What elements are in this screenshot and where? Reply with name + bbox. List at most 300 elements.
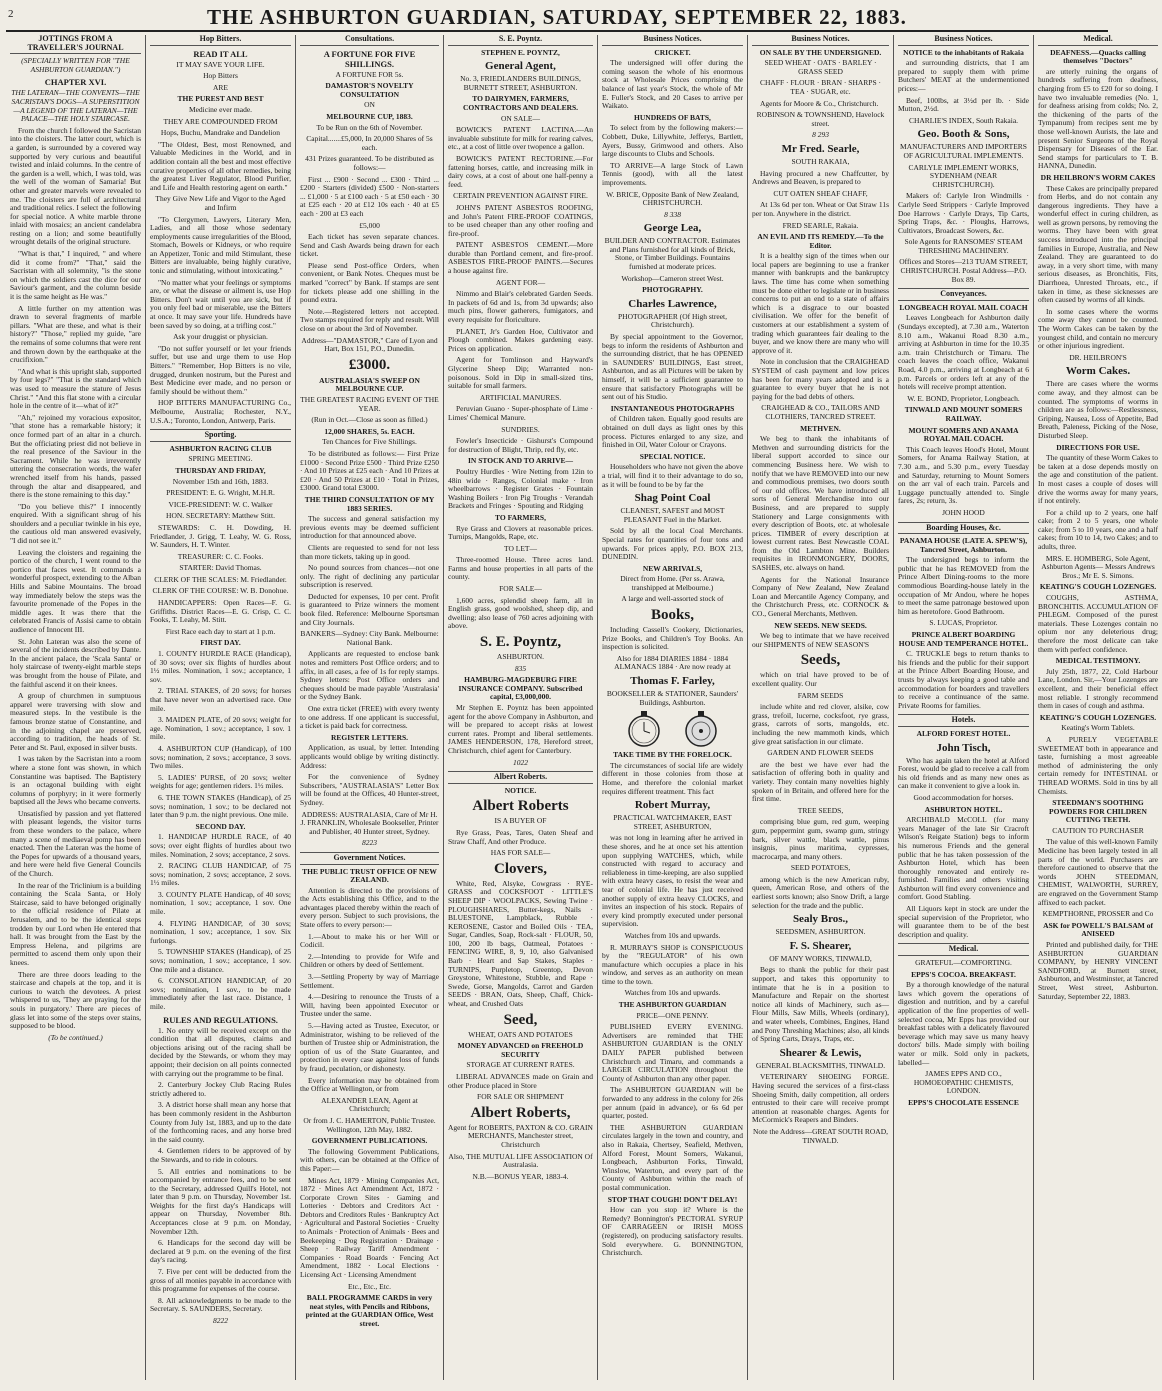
paragraph: Including Cassell's Cookery, Dictionaries, Prize Books, and Children's Toy Books. An inspection is solicited. [602, 625, 743, 652]
column-heading: Business Notices. [602, 35, 743, 46]
bold-heading: SPECIAL NOTICE. [639, 451, 706, 461]
column-1 [6, 35, 146, 1380]
bold-heading: ON SALE BY THE UNDERSIGNED. [759, 47, 882, 57]
column-7 [894, 35, 1034, 1380]
centered-line: BANKERS—Sydney: City Bank. Melbourne: National Bank. [300, 629, 439, 647]
paragraph: Mines Act, 1879 · Mining Companies Act, 1872 · Mines Act Amendment Act, 1872 · Corporate Crown Sites · Gaming and Lotteries · Debtors and Creditors Act · Debtors and Creditors Rules · Bankruptcy Act · Agricultural and Pastoral Societies · Cruelty to Animals · Protection of Animals · Bees and Beekeeping · Dog Registration · Drainage · Sheep · Railway Tariff Amendment · Companies · Road Boards · Fencing Act Amendment, 1882 · Local Elections · Licensing Act · Licensing Amendment [300, 1175, 439, 1280]
paragraph: By a thorough knowledge of the natural laws which govern the operations of digestion and nutrition, and by a careful application of the fine properties of well-selected cocoa, Mr Epps has provided our breakfast tables with a delicately flavoured beverage which may save us many heavy doctors' bills. Made simply with boiling water or milk. Sold only in packets, labelled— [898, 980, 1029, 1067]
column-5 [598, 35, 748, 1380]
centered-line: SEED POTATOES, [790, 863, 851, 873]
centered-line: ON [364, 100, 375, 110]
paragraph: Leaving the cloisters and regaining the portico of the church, I went round to the portico that faces west. It commands a wonderful prospect, extending to the Alban Hills and Sabine Mountains. The broad way immediately below the steps was the favourite promenade of the Popes in the middle ages. It was there that the celebrated Francis of Assisi came to obtain audience of Innocent III. [10, 547, 141, 634]
paragraph: There are cases where the worms come away, and they almost can be counted. The symptoms of worms in children are as follows:—Restlessness, Griping, Nausea, Loss of Appetite, Bad Breath, Paleness, Picking of the Nose, Disturbed Sleep. [1038, 379, 1158, 440]
centered-line: TREE SEEDS, [797, 805, 844, 815]
centered-line: 431 Prizes guaranteed. To be distributed as follows:— [305, 154, 434, 172]
centered-line: OF MANY WORKS, TINWALD, [769, 953, 872, 963]
paragraph: 4.—Desiring to renounce the Trusts of a Will, having been appointed Executor or Trustee under the same. [300, 992, 439, 1019]
paragraph: Poultry Hurdles · Wire Netting from 12in to 48in wide · Ranges, Colonial make · Iron wheelbarrows · Register Grates · Fountain Washing Boilers · Iron Pig Troughs · Verandah Brackets and Fringes · Spouting and Ridging [448, 466, 593, 511]
section-heading: Medical. [898, 943, 1029, 956]
centered-line: W. BRICE, Opposite Bank of New Zealand, CHRISTCHURCH. [606, 189, 739, 208]
paragraph: "What is that," I inquired, " and where did it come from?" "That," said the Sacristan with all solemnity, "is the stone on which the soldiers cast the dice for our Saviour's garment, and the column beside it is the same height as He was." [10, 249, 141, 302]
paragraph: Every information may be obtained from the Office at Wellington, or from [300, 1075, 439, 1094]
paragraph: Mr Stephen E. Poyntz has been appointed agent for the above Company in Ashburton, and will be prepared to accept risks at lowest current rates. Prompt and liberal settlements. JAMES HENDERSON, 178, Hereford street, Christchurch, chief agent for Canterbury. [448, 703, 593, 755]
paragraph: PATENT ASBESTOS CEMENT.—More durable than Portland cement, and fire-proof. ASBESTOS FIRE-PROOF PAINTS.—Secures a house against fire. [448, 240, 593, 276]
small-note: 8223 [362, 838, 377, 848]
paragraph: To select from by the following makers:—Cobbett, Duke, Lillywhite, Jefferys, Bartlett, Ayers, Bussy, Grimwood and others. Also large discounts to Clubs and Schools. [602, 123, 743, 159]
display-heading: £3000. [348, 356, 391, 373]
bold-heading: MEDICAL TESTIMONY. [1055, 656, 1141, 666]
paragraph: THE ASHBURTON GUARDIAN circulates largely in the town and country, and also in Rakaia, Chertsey, Seafield, Methven, Alford Forest, Mount Somers, Wakanui, Longbeach, Ashburton Forks, Tinwald, Winslow, Waterton, and every part of the County of Ashburton within the reach of postal communication. [602, 1122, 743, 1192]
bold-heading: KEATING'S COUGH LOZENGES. [1039, 712, 1157, 722]
display-heading: General Agent, [485, 60, 556, 73]
column-heading: Consultations. [300, 35, 439, 46]
paragraph: Agent for Tomlinson and Hayward's Glycerine Sheep Dip; Warranted non-poisonous. Sold in Dip in small-sized tins, suitable for small farmers. [448, 355, 593, 391]
centered-line: W. E. BOND, Proprietor, Longbeach. [907, 393, 1020, 403]
centered-line: Ten Chances for Five Shillings. [322, 437, 417, 447]
centered-line: CERTAIN PREVENTION AGAINST FIRE. [453, 191, 588, 201]
paragraph: HOP BITTERS MANUFACTURING Co., Melbourne, Australia; Rochester, N.Y., U.S.A.; Toronto, London, Antwerp, Paris. [150, 398, 291, 425]
column-heading: Business Notices. [898, 35, 1029, 46]
paragraph: 3.—Settling Property by way of Marriage Settlement. [300, 972, 439, 990]
paragraph: The quantity of these Worm Cakes to be taken at a dose depends mostly on the age and constitution of the patient. In most cases a couple of doses will drive the worms away for many years, if not entirely. [1038, 453, 1158, 506]
bold-heading: REGISTER LETTERS. [330, 732, 409, 742]
paragraph: "Do you believe this?" I innocently enquired. With a significant shrug of his shoulders and a peculiar twinkle in his eye, the cautious old man answered evasively, "I did not see it." [10, 501, 141, 546]
centered-line: SEEDSMEN, ASHBURTON. [775, 927, 866, 937]
centered-line: PHOTOGRAPHER (Of High street, Christchurch). [617, 311, 728, 330]
centered-line: JOHN HOOD [942, 507, 985, 517]
small-note: THE LATERAN—THE CONVENTS—THE SACRISTAN'S DOGS—A SUPERSTITION—A LEGEND OF THE LATERAN—THE PALACE—THE HOLY STAIRCASE. [11, 88, 140, 124]
centered-line: PRACTICAL WATCHMAKER, EAST STREET, ASHBURTON, [613, 813, 732, 831]
paragraph: 2. TRIAL STAKES, of 20 sovs; for horses that have never won an advertised race. One mile. [150, 686, 291, 713]
column-heading: S. E. Poyntz. [448, 35, 593, 46]
centered-line: CAUTION TO PURCHASER [1052, 825, 1144, 835]
paragraph: comprising blue gum, red gum, weeping gum, peppermint gum, swamp gum, stringy bark, silver wattle, black wattle, pinus insignis, pinus maritima, cypresses, macrocarpa, and many others. [752, 817, 889, 861]
centered-line: Note the Address—GREAT SOUTH ROAD, TINWALD. [752, 1126, 889, 1145]
centered-line: N.B.—BONUS YEAR, 1883-4. [472, 1171, 569, 1181]
centered-line: Watches from 10s and upwards. [624, 930, 721, 940]
centered-line: Direct from Home. (Per ss. Arawa, transhipped at Melbourne.) [620, 574, 725, 592]
centered-line: Also, THE MUTUAL LIFE ASSOCIATION Of Australasia. [448, 1151, 593, 1170]
paragraph: JOHN'S PATENT ASBESTOS ROOFING, and John's Patent FIRE-PROOF COATINGS, to be used cheaper than any other roofing and fire-proof. [448, 202, 593, 238]
centered-line: ADDRESS: AUSTRALASIA, Care of Mr H. J. FRANKLIN, Wholesale Bookseller, Printer and Publisher, 40 Hunter street, Sydney. [300, 809, 439, 836]
centered-line: Keating's Worm Tablets. [1061, 723, 1135, 733]
centered-line: Also for 1884 DIARIES 1884 · 1884 ALMANACS 1884 · Are now ready at [614, 653, 731, 672]
paragraph: Fowler's Insecticide · Gishurst's Compound for destruction of Blight, Thrip, red fly, etc. [448, 436, 593, 454]
centered-line: Sole Agents for RANSOMES' STEAM THRESHING MACHINERY. [904, 237, 1023, 255]
section-heading: Conveyances. [898, 288, 1029, 301]
paragraph: 2. RACING CLUB HANDICAP, of 75 sovs; nomination, 2 sovs; acceptance, 2 sovs. 1½ miles. [150, 861, 291, 888]
paragraph: 1.—About to make his or her Will or Codicil. [300, 931, 439, 950]
paragraph: In some cases where the worms come away they cannot be counted. The Worm Cakes can be taken by the youngest child, and contain no mercury or other injurious ingredient. [1038, 306, 1158, 351]
display-heading: Robert Murray, [634, 799, 711, 812]
paragraph: The ASHBURTON GUARDIAN will be forwarded to any address in the colony for 26s per annum (paid in advance), or 6s 6d per quarter, posted. [602, 1085, 743, 1121]
paragraph: Note.—Registered letters not accepted. Two stamps required for reply and result. Will close on or about the 3rd of November. [300, 306, 439, 334]
bold-heading: ASHBURTON HOTEL. [924, 804, 1003, 814]
paragraph: LIBERAL ADVANCES made on Grain and other Produce placed in Store [448, 1072, 593, 1090]
centered-line: THEY ARE COMPOUNDED FROM [163, 116, 278, 126]
column-3 [296, 35, 444, 1380]
paragraph: 4. FLYING HANDICAP, of 30 sovs; nomination, 1 sov.; acceptance, 1 sov. Six furlongs. [150, 918, 291, 945]
centered-line: STARTER: David Thomas. [179, 563, 262, 573]
paragraph: 4. Gentlemen riders to be approved of by the Stewards, and to ride in colours. [150, 1146, 291, 1164]
paragraph: Clients are requested to send for not less than more tickets, taking up in good. [300, 542, 439, 561]
paragraph: Nimmo and Blair's celebrated Garden Seeds. In packets of 6d and 1s, from 3d upwards; also much pins, flower gatherers, fumigators, and every requisite for floriculture. [448, 289, 593, 325]
centered-line: BOOKSELLER & STATIONER, Saunders' Buildings, Ashburton. [606, 689, 739, 707]
paragraph: Application, as usual, by letter. Intending applicants would oblige by writing distinctly. Address: [300, 743, 439, 770]
bold-heading: KEATING'S COUGH LOZENGES. [1039, 582, 1157, 592]
paragraph: Please send Post-office Orders, when convenient, or Bank Notes. Cheques must be marked "correct" by Bank. If stamps are sent for tickets please add one shilling in the pound extra. [300, 260, 439, 305]
display-heading: Clovers, [494, 860, 547, 877]
paragraph: ARCHIBALD McCOLL (for many years Manager of the late Sir Cracroft Wilson's Reigate Station) begs to inform his numerous Friends and the general public that he has taken possession of the Ashburton Hotel, which has been thoroughly renovated and entirely re-furnished. Families and others visiting Ashburton will find every convenience and comfort. Good Stabling. [898, 815, 1029, 902]
centered-line: A large and well-assorted stock of [621, 594, 724, 604]
centered-line: ROBINSON & TOWNSHEND, Havelock street. [756, 110, 885, 128]
bold-heading: ASK for POWELL'S BALSAM of ANISEED [1043, 920, 1153, 939]
paragraph: 6. CONSOLATION HANDICAP, of 20 sovs; nomination, 1 sov., to be made immediately after the last race. Distance, 1 mile. [150, 976, 291, 1011]
centered-line: ON SALE— [501, 113, 540, 123]
small-note: 1022 [513, 757, 528, 767]
display-heading: Shearer & Lewis, [779, 1046, 862, 1059]
centered-line: Agent for ROBERTS, PAXTON & CO. GRAIN MERCHANTS, Manchester street, Christchurch [448, 1122, 593, 1149]
watch-illustration [616, 710, 729, 748]
paragraph: This Coach leaves Hood's Hotel, Mount Somers, for Anama Railway Station, at 7.30 a.m., and 5.30 p.m., every Tuesday and Saturday, returning to Mount Somers on the arr val of each train. Parcels and Luggage punctually attended to. Single fares, 2s; return, 3s. [898, 444, 1029, 506]
bold-heading: EPPS'S COCOA. BREAKFAST. [911, 969, 1016, 979]
bold-heading: LONGBEACH ROYAL MAIL COACH [899, 302, 1028, 312]
centered-line: BUILDER AND CONTRACTOR. Estimates and Plans furnished for all kinds of Brick, Stone, or Timber Buildings. Fountains furnished at moderate prices. [604, 236, 741, 272]
small-note: 835 [514, 663, 527, 673]
centered-line: (Run in Oct.—Close as soon as filled.) [311, 415, 428, 425]
paragraph: First ... £900 · Second ... £300 · Third ... £200 · Starters (divided) £500 · Non-starters ... £1,000 · 5 at £100 each · 5 at £50 each · 30 at £25 each · 20 at £12 10s each · 40 at £5 each · 200 at £3 each [300, 174, 439, 218]
paragraph: A little further on my attention was drawn to several fragments of marble pillars. "What are these, and what is their history?" "Those," replied my guide, "are the remains of some columns that were rent and thrown down by the earthquake at the crucifixion." [10, 303, 142, 365]
centered-line: HON. SECRETARY: Matthew Stitt. [166, 511, 275, 521]
paragraph: 5.—Having acted as Trustee, Executor, or Administrator, wishing to be relieved of the burthen of Trustee ship or Administration, the option of us of the State Guarantee, and protection in every case against loss of funds by fraud, peculation, or dishonesty. [300, 1021, 439, 1073]
display-heading: Worm Cakes. [1065, 365, 1131, 378]
centered-line: GRATEFUL—COMFORTING. [915, 958, 1012, 968]
paragraph: There are three doors leading to the staircase and chapels at the top, and it is curious to watch the devotees. A priest whispered to us, 'They are praying for the souls in purgatory.' There are pieces of glass let into some of the steps over stains, supposed to be blood. [10, 969, 141, 1031]
paragraph: VETERINARY SHOEING FORGE. Having secured the services of a first-class Shoeing Smith, daily competition, all orders entrusted to their care will receive prompt attention at reasonable charges. Agents for McCormick's Reapers and Binders. [752, 1072, 889, 1125]
display-heading: George Lea, [643, 222, 702, 235]
paragraph: How can you stop it? Where is the Remedy? Bonnington's PECTORAL SYRUP OF CARRAGEEN or IRISH MOSS (registered), on producing satisfactory results. Sold everywhere. G. BONNINGTON, Christchurch. [602, 1205, 743, 1258]
paragraph: COUGHS, ASTHMA, BRONCHITIS. ACCUMULATION OF PHLEGM. Composed of the purest materials. These Lozenges contain no opium nor any deleterious drug; therefore the most delicate can take them with perfect confidence. [1038, 593, 1158, 654]
headline: READ IT ALL [193, 48, 248, 59]
paragraph: July 25th, 1877, 22, Cold Harbour Lane, London. Sir,—Your Lozenges are excellent, and their beneficial effect most reliable. I strongly recommend them in cases of cough and asthma. [1038, 666, 1158, 711]
bold-heading: IN STOCK AND TO ARRIVE— [467, 456, 574, 466]
centered-line: ALEXANDER LEAN, Agent at Christchurch; [321, 1095, 418, 1114]
paragraph: All Liquors kept in stock are under the special supervision of the Proprietor, who will guarantee them to be of the best description and quality. [898, 904, 1029, 939]
paragraph: 6. THE TOWN STAKES (Handicap), of 25 sovs; nomination, 1 sov.; to be declared not later than 9 p.m. the night previous. One mile. [150, 792, 291, 820]
paragraph: I was taken by the Sacristan into a room where a stone font was shown, in which Constantine was baptised. The Baptistery is an octagonal building with eight columns of porphyry; in it were formerly baptised all the Jews who became converts. [10, 754, 141, 807]
centered-line: Offices and Stores—213 TUAM STREET, CHRISTCHURCH. Postal Address—P.O. Box 89. [899, 257, 1028, 284]
centered-line: Hop Bitters [203, 71, 238, 81]
centered-line: SEED WHEAT · OATS · BARLEY · GRASS SEED [764, 58, 877, 76]
paragraph: among which is the new American ruby, queen, American Rose, and others of the earliest sorts known; also Snow Drift, a large selection for the trade and the public. [752, 874, 889, 910]
centered-line: STORAGE AT CURRENT RATES. [466, 1060, 575, 1070]
paragraph: We beg to intimate that we have received our SHIPMENTS of NEW SEASON'S [752, 631, 889, 649]
paragraph: Makers of: Carlyle Iron Windmills · Carlyle Seed Strippers · Carlyle Improved Doe Harrows · Carlyle Drays, Tip Carts, Spring Traps, &c. · Ploughs, Harrows, Cultivators, Broadcast Sowers, &c. [898, 191, 1029, 235]
centered-line: ARTIFICIAL MANURES. [479, 392, 562, 402]
newspaper-title: THE ASHBURTON GUARDIAN, SATURDAY, SEPTEMBER 22, 1883. [207, 4, 907, 29]
centered-line: THE GREATEST RACING EVENT OF THE YEAR. [300, 395, 439, 413]
paragraph: 1. No entry will be received except on the condition that all disputes, claims and objections arising out of the racing shall be decided by the Stewards, or whom they may appoint; their decision on all points connected with carrying out the programme to be final. [150, 1025, 291, 1078]
paragraph: R. MURRAY'S SHOP is CONSPICUOUS by the "REGULATOR" of his own manufacture which occupies a place in his window, and serves as an authority on mean time to the town. [602, 942, 743, 986]
paragraph: of Children taken. Equally good results are obtained on dull days as light ones by this process. Pictures enlarged to any size, and finished in Oil, Water Colour or Crayons. [602, 414, 743, 450]
display-heading: Albert Roberts [472, 798, 569, 815]
paragraph: Rye Grass, Peas, Tares, Oaten Sheaf and Straw Chaff, And other Produce. [448, 827, 593, 846]
display-heading: Seeds, [800, 652, 841, 669]
centered-line: Capital.......£5,000, In 20,000 Shares of 5s each. [306, 134, 433, 152]
column-2 [146, 35, 296, 1380]
bold-heading: NEW SEEDS. NEW SEEDS. [774, 620, 867, 630]
centered-line: A FORTUNE FOR 5s. [335, 69, 404, 79]
paragraph: 2.—Intending to provide for Wife and Children or others by deed of Settlement. [300, 951, 439, 970]
centered-line: MRS. E. HOMBERG, Sole Agent, Ashburton Agents— Messrs Andrews Bros.; Mr E. S. Simons. [1041, 553, 1155, 580]
section-heading: Sporting. [150, 429, 291, 442]
centered-line: MANUFACTURERS AND IMPORTERS OF AGRICULTURAL IMPLEMENTS. [900, 142, 1027, 160]
paragraph: Beef, 100lbs, at 3½d per lb. · Side Mutton, 2½d. [898, 95, 1029, 114]
paragraph: PLANET, Jr's Garden Hoe, Cultivator and Plough combined. Makes gardening easy. Prices on application. [448, 326, 593, 353]
paragraph: From the church I followed the Sacristan into the cloisters. The latter court, which is a garden, is surrounded by a covered way supported by very curious and beautiful twisted and inlaid columns. In the centre of the garden is a well, which, I was told, was the well of the woman of Samaria! But other and greater marvels were revealed to me. The cloisters are full of architectural and traditional relics. I select the following for special notice. A white marble throne inlaid with mosaics; an ancient candelabra resting on a lion; and some beautifully wrought details of the original structure. [10, 125, 141, 247]
headline: CHAPTER XVI. [44, 77, 107, 88]
column-heading: Business Notices. [752, 35, 889, 46]
centered-line: IT MAY SAVE YOUR LIFE. [176, 59, 265, 69]
watch-icon [684, 710, 718, 748]
centered-line: November 15th and 16th, 1883. [172, 476, 269, 486]
column-heading: Hop Bitters. [150, 35, 291, 46]
bold-heading: MELBOURNE CUP, 1883. [326, 111, 413, 121]
centered-line: IS A BUYER OF [494, 816, 547, 826]
bold-heading: STEPHEN E. POYNTZ, [481, 47, 560, 57]
small-note: 8 338 [664, 209, 681, 219]
column-6 [748, 35, 894, 1380]
column-4 [444, 35, 598, 1380]
centered-line: ARE [213, 82, 228, 92]
centered-line: First Race each day to start at 1 p.m. [165, 626, 276, 636]
centered-line: CARLYLE IMPLEMENT WORKS, SYDENHAM (NEAR CHRISTCHURCH). [908, 162, 1019, 189]
paragraph: For the convenience of Sydney Subscribers, "AUSTRALASIA'S" Letter Box will be found at the Offices, 40 Hunter-street, Sydney. [300, 772, 439, 807]
headline: A FORTUNE FOR FIVE SHILLINGS. [323, 48, 416, 69]
paragraph: Begs to thank the public for their past support, and takes this opportunity to intimate that he is in a position to Manufacture and Repair on the shortest notice all kinds of Machinery, such as—Flour Mills, Saw Mills, Wheels (ordinary), and water wheels, Combines, Engines, Hand and Pony Threshing Machines; also, all kinds of Spring Carts, Drays, Traps, etc. [752, 965, 889, 1044]
centered-line: CLERK OF THE SCALES: M. Friedlander. [154, 574, 287, 584]
watch-icon [627, 710, 661, 748]
centered-line: GARDEN AND FLOWER SEEDS [767, 748, 874, 758]
section-heading: Boarding Houses, &c. [898, 522, 1029, 535]
columns-container [6, 34, 1158, 1380]
bold-heading: AUSTRALASIA'S SWEEP ON MELBOURNE CUP. [319, 375, 420, 394]
bold-heading: PANAMA HOUSE (LATE A. SPEW'S), Tancred Street, Ashburton. [899, 536, 1028, 554]
bold-heading: PHOTOGRAPHY. [642, 285, 703, 295]
section-heading: Government Notices. [300, 852, 439, 865]
paragraph: Attention is directed to the provisions of the Acts establishing this Office, and to the advantages placed thereby within the reach of every person. Subject to such provisions, the State offers to every person:— [300, 885, 439, 930]
centered-line: FARM SEEDS [797, 690, 844, 700]
headline: RULES AND REGULATIONS. [163, 1014, 278, 1025]
bold-heading: NOTICE. [504, 785, 537, 795]
bold-heading: SECOND DAY. [195, 821, 246, 831]
paragraph: TO ARRIVE—A large Stock of Lawn Tennis (good), with all the latest improvements. [602, 160, 743, 187]
small-note: 8222 [213, 1316, 228, 1325]
page-number: 2 [8, 8, 14, 20]
centered-line: WHEAT, OATS AND POTATOES [468, 1029, 573, 1039]
paragraph: Printed and published daily, for THE ASHBURTON GUARDIAN COMPANY, by HENRY VINCENT SANDFORD, at Burnett street, Ashburton, and Westminster, at Tancred Street, West street, Ashburton. Saturday, September 22, 1883. [1038, 940, 1158, 1001]
paragraph: Note in conclusion that the CRAIGHEAD SYSTEM of cash payment and low prices has been for many years adopted and is a guarantee to every buyer that he is not paying for the bad debts of others. [752, 357, 889, 401]
paragraph: One extra ticket (FREE) with every twenty to one address. If one applicant is successful, a ticket is paid back for correctness. [300, 704, 439, 731]
centered-line: SUNDRIES. [501, 424, 540, 434]
bold-heading: NOTICE to the inhabitants of Rakaia [903, 47, 1024, 57]
display-heading: Geo. Booth & Sons, [917, 128, 1010, 141]
bold-heading: THURSDAY AND FRIDAY, [175, 465, 266, 475]
bold-heading: HUNDREDS OF BATS, [634, 112, 711, 122]
paragraph: White, Red, Alsyke, Cowgrass · RYE-GRASS and COCKSFOOT · LITTLE'S SHEEP DIP · WOOLPACKS, Sewing Twine · PLOUGHSHARES, Butter-kegs, Nails · BLUESTONE, Lampblack, Rubble · KEROSENE, Castor and Boiled Oils · TEA, Sugar, Candles, Soap, Rock-salt · FLOUR, 50, 100, 200 lb bags, Oatmeal, Potatoes · FENCING WIRE, 8, 9, 10, also Galvanised Barb · Heart and Sap Stakes, Staples · TURNIPS, Purpletop, Greentop, Devon Greystone, Whitestone, Stubble, and Rape · Swede, Gorse, Mangolds, Carrot and Garden SEEDS · BRAN, Oats, Sheep, Chaff, Chick-wheat, and Crushed Oats [448, 878, 593, 1009]
bold-heading: EPPS'S CHOCOLATE ESSENCE [908, 1097, 1019, 1107]
display-heading: Seed, [503, 1011, 538, 1028]
centered-line: Or from J. C. HAMERTON, Public Trustee. Wellington, 12th May, 1882. [303, 1115, 436, 1134]
small-note: (To be continued.) [48, 1032, 103, 1042]
centered-line: S. LUCAS, Proprietor. [929, 618, 998, 628]
paragraph: Agents for Moore & Co., Christchurch. [760, 98, 879, 108]
paragraph: Applicants are requested to enclose bank notes and remitters Post Office orders; and to affix, in all cases, a fee of 1s for reply stamps. Sydney letters: Post Office orders and cheques should be made payable 'Australasia' or the Sydney Bank. [300, 649, 439, 702]
display-heading: Sealy Bros., [792, 913, 849, 926]
centered-line: Workshop—Cameron street West. [621, 273, 724, 283]
centered-line: VICE-PRESIDENT: W. C. Walker [168, 499, 273, 509]
bold-heading: INSTANTANEOUS PHOTOGRAPHS [610, 403, 735, 413]
display-heading: Charles Lawrence, [628, 297, 717, 310]
centered-line: CRAIGHEAD & CO., TAILORS AND CLOTHIERS, TANCRED STREET. [761, 403, 880, 421]
bold-heading: TO FARMERS, [495, 512, 546, 522]
paragraph: PUBLISHED EVERY EVENING. Advertisers are reminded that THE ASHBURTON GUARDIAN is the ONLY DAILY PAPER published between Christchurch and Timaru, and commands a LARGER CIRCULATION throughout the County of Ashburton than any other paper. [602, 1022, 743, 1083]
centered-line: They Give New Life and Vigor to the Aged and Infirm [155, 194, 286, 212]
paragraph: 4. ASHBURTON CUP (Handicap), of 100 sovs; nomination, 2 sovs.; acceptance, 3 sovs. Two miles. [150, 743, 291, 771]
centered-line: PRICE—ONE PENNY. [636, 1010, 709, 1020]
centered-line: TREASURER: C. C. Fooks. [177, 551, 264, 561]
paragraph: 2. Canterbury Jockey Club Racing Rules strictly adhered to. [150, 1080, 291, 1098]
paragraph: STEWARDS: C. H. Dowding, H. Friedlander, J. Grigg, T. Leahy, W. G. Ross, W. Saunders, H. T. Winter. [150, 522, 291, 550]
centered-line: FRED SEARLE, Rakaia. [782, 220, 859, 230]
bold-heading: METHVEN. [800, 423, 841, 433]
paragraph: 5. All entries and nominations to be accompanied by entrance fees, and to be sent to the Secretary, addressed Quill's Hotel, not later than 9 p.m. on Thursday, November 1st. Weights for the first day's Handicaps will appear on Thursday, November 8th. Acceptances close at 9 p.m. on Monday, November 12th. [150, 1166, 291, 1236]
paragraph: are utterly ruining the organs of hundreds suffering from deafness, charging from £5 to £20 for so doing. I have two invaluable remedies (No. 1, for deafness arising from colds; No. 2, the thickening of the parts of the Tympanum) from recipes sent me by those well-known Aurists, the late and present Senior Surgeons of the Royal Dispensary for Diseases of the Ear. Send stamps for particulars to T. B. HANNA, Dunedin. [1038, 66, 1158, 171]
centered-line: £5,000 [359, 220, 380, 230]
bold-heading: THE ASHBURTON GUARDIAN [618, 1000, 727, 1010]
centered-line: PRESIDENT: E. G. Wright, M.H.R. [166, 488, 275, 498]
centered-line: Medicine ever made. [188, 104, 253, 114]
paragraph: "The Oldest, Best, most Renowned, and Valuable Medicines in the World, and in addition contain all the best and most effective curative properties of all other remedies, being the greatest Liver Regulator, Blood Purifier, and Life and Health restoring agent on earth." [150, 139, 291, 192]
display-heading: Mr Fred. Searle, [781, 142, 860, 155]
bold-heading: DEAFNESS.—Quacks calling themselves "Doctors" [1050, 47, 1146, 66]
paragraph: By special appointment to the Governor, begs to inform the residents of Ashburton and the surrounding district, that he has OPENED in SAUNDERS' BUILDINGS, East street, Ashburton, and as all Pictures will be taken by himself, it will be a sufficient guarantee to ensure that satisfactory Photographs will be sent out of his Studio. [602, 332, 743, 402]
paragraph: The undersigned begs to inform the public that he has REMOVED from the Prince Albert Dining-rooms to the more commodious Boarding-house lately in the occupation of Mr Andou, where he hopes to meet the same patronage bestowed upon him as heretofore. Good Bathroom. [898, 555, 1029, 616]
paragraph: St. John Lateran was also the scene of several of the incidents described by Dante. In the ancient palace, the 'Scala Santa' or holy staircase of twenty-eight marble steps was brought from the house of Pilate, and the faithful ascend it on their knees. [10, 636, 141, 689]
bold-heading: BALL PROGRAMME CARDS in very neat styles, with Pencils and Ribbons, printed at the GUARDIAN Office, West street. [305, 1293, 434, 1328]
paragraph: which on trial have proved to be of excellent quality. Our [752, 670, 889, 688]
display-heading: F. S. Shearer, [789, 939, 852, 952]
paragraph: Each ticket has seven separate chances. Send and Cash Awards being drawn for each ticket. [300, 232, 439, 259]
paragraph: "And what is this upright slab, supported by four legs?" "That is the standard which was used to measure the stature of Jesus Christ." "And this flat stone with a circular hole in the centre of it—what of it?" [10, 366, 141, 411]
centered-line: ASHBURTON. [496, 652, 545, 662]
centered-line: TO LET— [504, 543, 537, 553]
paragraph: Unsatisfied by passion and yet flattered with pleasant legends, the visitor turns from these wonders to the palace, where many a scene of mediaeval pomp has been enacted. Then the Lateran was the home of the Popes for upwards of a thousand years, and here were held five General Councils of the Church. [10, 808, 141, 879]
display-heading: Albert Roberts, [470, 1104, 571, 1121]
paragraph: In the rear of the Triclinium is a building containing the Scala Santa, or Holy Staircase, said to have belonged originally to the official residence of Pilate at Jerusalem, and to be the identical steps trodden by our Lord when He entered that hall. It was brought from the East by the Empress Helena, and pilgrims are permitted to ascend them only upon their knees. [10, 880, 141, 967]
bold-heading: CRICKET. [654, 47, 691, 57]
paragraph: We beg to thank the inhabitants of Methven and surrounding districts for the liberal support accorded to since our commencing Business here. We wish to notify that we have REMOVED into our new and commodious premises, two doors south of our old offices. We have introduced all sorts of General Merchandise into our Business, and are prepared to supply Stationery and Large consignments with every description of Boots, etc. at wholesale prices. TIMBER of every description at lowest current rates. Best Newcastle COAL from the Old Lambton Mine. Builders requisites in IRONMONGERY, DOORS, SASHES, etc. always on hand. [752, 434, 889, 573]
paragraph: 8. All acknowledgments to be made to the Secretary. S. SAUNDERS, Secretary. [150, 1295, 291, 1314]
paragraph: 5. TOWNSHIP STAKES (Handicap), of 25 sovs; nomination, 1 sov.; acceptance, 1 sov. One mile and a distance. [150, 947, 291, 974]
bold-heading: HAMBURG-MAGDEBURG FIRE INSURANCE COMPANY. Subscribed capital, £3,000,000. [458, 675, 583, 702]
paragraph: The value of this well-known Family Medicine has been largely tested in all parts of the world. Purchasers are therefore cautioned to observe that the words JOHN STEEDMAN, CHEMIST, WALWORTH, SURREY, are engraved on the Government Stamp affixed to each packet. [1038, 837, 1158, 907]
bold-heading: TO DAIRYMEN, FARMERS, CONTRACTORS AND DEALERS. [462, 94, 579, 112]
centered-line: DR. HEILBRON'S [1069, 352, 1127, 362]
bold-heading: ALFORD FOREST HOTEL. [916, 728, 1011, 738]
centered-line: Etc., Etc., Etc. [347, 1281, 392, 1291]
paragraph: BOWICK'S PATENT RECTORINE.—For fattening horses, cattle, and increasing milk in dairy cows, at a cost of about one half-penny a feed. [448, 153, 593, 189]
paragraph: The circumstances of social life are widely different in those colonies from those at Home, and therefore the colonial market requires different treatment. This fact [602, 760, 743, 796]
paragraph: "Ah," rejoined my voracious expositor, "that stone has a remarkable history; it once formed part of an altar in a church. But the officiating priest did not believe in the real presence of the Saviour in the Sacrament. While he was irreverently uttering the consecration words, the wafer wrenched itself from his hands, passed through the altar and disappeared, and there is the stone remaining to this day." [10, 412, 141, 500]
display-heading: S. E. Poyntz, [479, 634, 562, 651]
centered-line: FOR SALE OR SHIPMENT [477, 1092, 564, 1102]
centered-line: AGENT FOR— [495, 277, 546, 287]
section-heading: Albert Roberts. [448, 771, 593, 784]
paragraph: was not long in learning after he arrived in these shores, and he at once set his attention upon supplying WATCHES, which, while constructed with regard to accuracy and reliableness in time-keeping, are also supplied with extra heavy cases, to resist the wear and tear of colonial life. He has just received another supply of extra heavy CLOCKS, and invites an inspection of his stock. Repairs of every kind promptly executed under personal supervision. [602, 833, 743, 929]
bold-heading: PRINCE ALBERT BOARDING HOUSE AND TEMPERANCE HOTEL. [898, 630, 1029, 648]
paragraph: Who has again taken the hotel at Alford Forest, would be glad to receive a call from his old friends and as many new ones as can make it convenient to give a look in. [898, 755, 1029, 791]
centered-line: Watches from 10s and upwards. [624, 988, 721, 998]
paragraph: Agents for the National Insurance Company of New Zealand, New Zealand Loan and Mercantile Agency Company, and the Christchurch Press, etc. CORNOCK & CO., General Merchants, Methven. [752, 574, 889, 619]
centered-line: CUT OATEN SHEAF CHAFF, [773, 188, 868, 198]
paragraph: Sold by all the local Coal Merchants. Special rates for quantities of four tons and upwards. For prices apply, P.O. BOX 213, DUNEDIN. [602, 526, 743, 562]
bold-heading: THE PUBLIC TRUST OFFICE OF NEW ZEALAND. [302, 866, 437, 885]
centered-line: SPRING MEETING. [188, 454, 253, 464]
bold-heading: STOP THAT COUGH! DON'T DELAY! [607, 1194, 738, 1204]
bold-heading: FIRST DAY. [200, 638, 241, 648]
paragraph: "No matter what your feelings or symptoms are, or what the disease or ailment is, use Hop Bitters. Don't wait until you are sick, but if you only feel bad or miserable, use the Bitters at once. It may save your life. Hundreds have been saved by so doing, at a trifling cost." [150, 277, 291, 330]
paragraph: Leaves Longbeach for Ashburton daily (Sundays excepted), at 7.30 a.m., Waterton 8.10 a.m., Wakanui Road 8.30 a.m., arriving at Ashburton in time for the 10.35 a.m. train Christchurch or Timaru. The coach leaves the coach office, Wakanui Road, 4.0 p.m., arriving at Longbeach at 6 p.m. Parcels or orders left at any of the hotels will receive prompt attention. [898, 313, 1029, 392]
centered-line: CHAFF · FLOUR · BRAN · SHARPS · TEA · SUGAR, etc. [759, 78, 882, 96]
bold-heading: TINWALD AND MOUNT SOMERS RAILWAY. [904, 405, 1023, 423]
centered-line: To be Run on the 6th of November. [316, 122, 423, 132]
display-heading: Thomas F. Farley, [630, 675, 715, 688]
paragraph: 3. A district horse shall mean any horse that has been commonly resident in the Ashburton County from July 1st, 1883, and up to the date of the forthcoming races, and any horse bred in the said county. [150, 1100, 291, 1144]
paragraph: It is a healthy sign of the times when our local papers are beginning to use a franker manner with bankrupts and the bankruptcy laws. The time has come when something must be done either to legislate or in business concerns to put an end to a state of affairs which is a disgrace to our boasted civilisation. We offer for the benefit of customers at our establishment a system of trading which guarantees fair dealing to the buyer, and we know there are many who will approve of it. [752, 251, 889, 355]
paragraph: 1. COUNTY HURDLE RACE (Handicap), of 30 sovs; over six flights of hurdles about 1½ miles. Nomination, 1 sov.; acceptance, 1 sov. [150, 649, 291, 684]
paragraph: The following Government Publications, with others, can be obtained at the Office of this Paper:— [300, 1146, 439, 1173]
paragraph: Householders who have not given the above a trial, will find it to their advantage to do so, as it will be found to be by far the [602, 462, 743, 489]
bold-heading: TAKE TIME BY THE FORELOCK. [613, 750, 732, 760]
paragraph: 1,600 acres, splendid sheep farm, all in English grass, good woolshed, sheep dip, and dwelling; also lease of 760 acres adjoining with above. [448, 595, 593, 631]
centered-line: CLERK OF THE COURSE: W. B. Donohue. [152, 586, 289, 596]
paragraph: 5. LADIES' PURSE, of 20 sovs; welter weights for age; gentlemen riders. 1½ miles. [150, 772, 291, 791]
bold-heading: ASHBURTON RACING CLUB [169, 443, 272, 453]
bold-heading: DIRECTIONS FOR USE. [1056, 442, 1140, 452]
paragraph: Deducted for expenses, 10 per cent. Profit is guaranteed to Prize winners the moment book filed. Reference: Melbourne Sportsman and City Journals. [300, 591, 439, 627]
paragraph: The success and general satisfaction my previous events may be deemed sufficient introduction for that announced above. [300, 514, 439, 541]
bold-heading: THE THIRD CONSULTATION OF MY 1883 SERIES. [304, 494, 435, 513]
bold-heading: NEW ARRIVALS, [642, 563, 703, 573]
small-note: 8 293 [812, 130, 829, 140]
paragraph: are the best we have ever had the satisfaction of offering both in quality and variety. They contain many novelties highly spoken of in Britain, and offered here for the first time. [752, 759, 889, 804]
paragraph: "To Clergymen, Lawyers, Literary Men, Ladies, and all those whose sedentary employments cause irregularities of the Blood, Stomach, Bowels or Kidneys, or who require an Appetizer, Tonic and mild Stimulant, these Bitters are invaluable, being highly curative, tonic and stimulating, without intoxicating." [150, 214, 291, 276]
small-note: (SPECIALLY WRITTEN FOR "THE ASHBURTON GUARDIAN.") [21, 56, 130, 74]
display-heading: Shag Point Coal [634, 492, 711, 505]
paragraph: HANDICAPPERS: Open Races—F. G. Griffiths. District Races—E. G. Crisp, C. C. Fooks, T. Leahy, M. Stitt. [150, 598, 291, 625]
paragraph: 1. HANDICAP HURDLE RACE, of 40 sovs; over eight flights of hurdles about two miles. Nomination, 2 sovs; acceptance, 2 sovs. [150, 832, 291, 859]
centered-line: Hops, Buchu, Mandrake and Dandelion [160, 128, 281, 138]
bold-heading: MOUNT SOMERS AND ANAMA ROYAL MAIL COACH. [908, 425, 1019, 444]
column-heading: Medical. [1038, 35, 1158, 46]
section-heading: Hotels. [898, 714, 1029, 727]
display-heading: Books, [651, 607, 694, 624]
masthead [6, 4, 1108, 32]
bold-heading: GOVERNMENT PUBLICATIONS. [311, 1136, 428, 1146]
paragraph: 3. MAIDEN PLATE, of 20 sovs; weight for age. Nomination, 1 sov.; acceptance, 1 sov. 1 mile. [150, 715, 291, 742]
centered-line: HAS FOR SALE— [490, 848, 551, 858]
